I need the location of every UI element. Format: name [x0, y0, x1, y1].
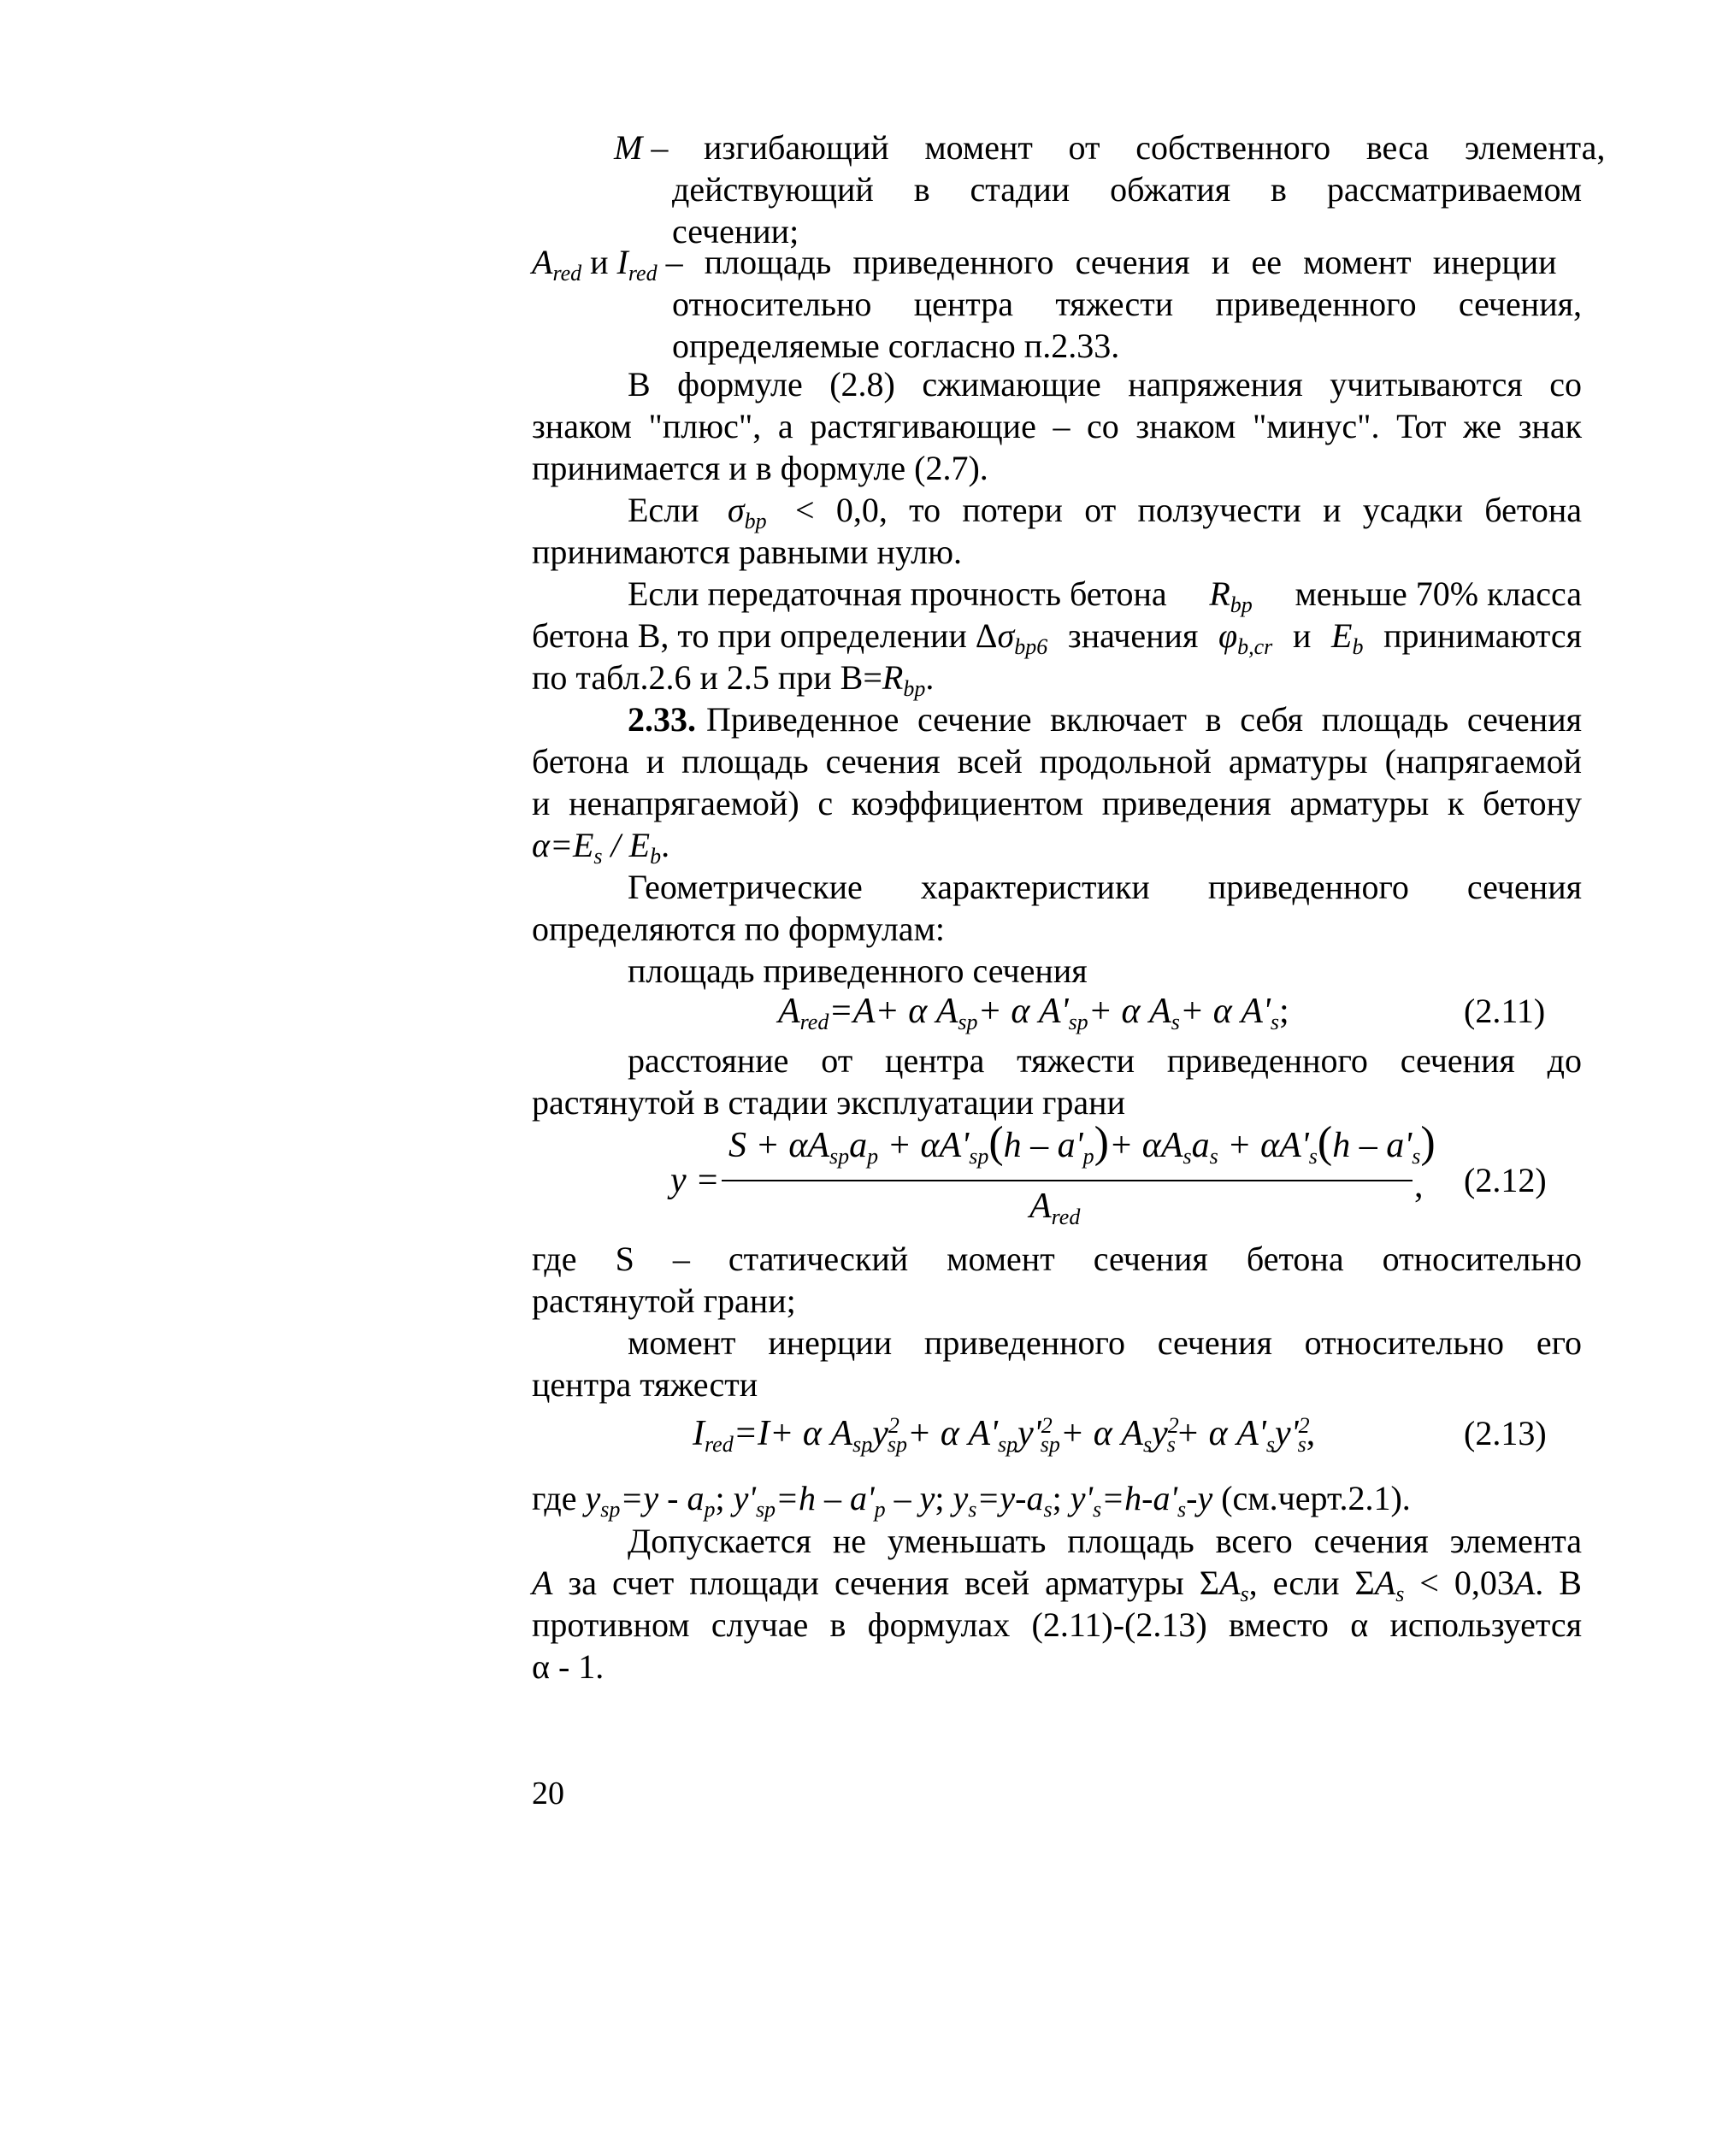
- equation-2-11-number: (2.11): [1464, 992, 1546, 1030]
- equation-2-13: $I_{red}=I+ \alpha$ $A_{sp}y^2_{sp}+ \alpha$ $A'_{sp}y'^2_{sp}+ \alpha$ $A_sy^2_s+ \alpha$ $A'_sy'^2_s$,: [693, 1413, 1316, 1457]
- def-m-line-2: действующий в стадии обжатия в рассматриваемом: [672, 170, 1582, 209]
- section-233-line-2: бетона и площадь сечения всей продольной арматуры (напрягаемой: [532, 742, 1582, 781]
- para-sign-line-1: В формуле (2.8) сжимающие напряжения учитываются со: [628, 365, 1582, 404]
- para-transfer-line-2: бетона В, то при определении $\Delta\sigma_{bp6}$ значения $\varphi_{b,cr}$ и $E_b$ принимаются: [532, 616, 1582, 659]
- geo-line-1: Геометрические характеристики приведенного сечения: [628, 868, 1582, 906]
- para-sigma-line-1: Если $\sigma_{bp}$ < 0,0, то потери от ползучести и усадки бетона: [628, 491, 1582, 533]
- def-m-line-3: сечении;: [672, 212, 799, 250]
- def-ared-line-2: относительно центра тяжести приведенного сечения,: [672, 285, 1582, 323]
- equation-2-12-number: (2.12): [1464, 1161, 1547, 1199]
- inertia-line-1: момент инерции приведенного сечения относительно его: [628, 1323, 1582, 1362]
- allow-line-4: α - 1.: [532, 1647, 605, 1686]
- equation-2-11: $A_{red}=A+ \alpha$ $A_{sp}+ \alpha$ $A'_{sp}+ \alpha$ $A_s+ \alpha$ $A'_s$;: [778, 992, 1289, 1034]
- geo-line-2: определяются по формулам:: [532, 910, 945, 948]
- dist-line-1: расстояние от центра тяжести приведенного сечения до: [628, 1041, 1582, 1080]
- section-233-number: 2.33.: [628, 700, 696, 739]
- dist-line-2: растянутой в стадии эксплуатации грани: [532, 1083, 1125, 1122]
- where-s-line-2: растянутой грани;: [532, 1281, 796, 1320]
- def-ared-line-1: $A_{red}$ и $I_{red}$ – площадь приведенного сечения и ее момент инерции: [532, 243, 1557, 286]
- equation-2-12-lhs: y =: [670, 1161, 720, 1200]
- inertia-line-2: центра тяжести: [532, 1365, 758, 1404]
- allow-line-1: Допускается не уменьшать площадь всего сечения элемента: [628, 1522, 1582, 1560]
- where-s-line-1: где S – статический момент сечения бетона относительно: [532, 1240, 1582, 1278]
- area-label: площадь приведенного сечения: [628, 951, 1088, 990]
- equation-2-12-fraction-bar: [722, 1180, 1413, 1181]
- equation-2-12-numerator: $S + \alpha A_{sp}a_p + \alpha A'_{sp}(h - a'_p)+ \alpha A_sa_s + \alpha A'_s(h - a'_s)$: [728, 1118, 1436, 1169]
- equation-2-12-denominator: $A_{red}$: [1029, 1187, 1081, 1229]
- def-ared-line-3: определяемые согласно п.2.33.: [672, 327, 1120, 365]
- equation-2-12-comma: ,: [1414, 1166, 1424, 1205]
- equation-2-13-number: (2.13): [1464, 1414, 1547, 1452]
- page-number: 20: [532, 1776, 564, 1811]
- allow-line-3: противном случае в формулах (2.11)-(2.13) вместо α используется: [532, 1605, 1582, 1644]
- section-233-line-3: и ненапрягаемой) с коэффициентом приведения арматуры к бетону: [532, 784, 1582, 822]
- section-233-line-4: $\alpha=E_s / E_b$.: [532, 826, 670, 869]
- para-sign-line-2: знаком "плюс", а растягивающие – со знаком "минус". Тот же знак: [532, 407, 1582, 445]
- para-sign-line-3: принимается и в формуле (2.7).: [532, 449, 988, 487]
- para-transfer-line-3: по табл.2.6 и 2.5 при $В=R_{bp}$.: [532, 658, 935, 701]
- para-sigma-line-2: принимаются равными нулю.: [532, 533, 963, 571]
- where-y-line: где $y_{sp}=y - a_p$; $y'_{sp}=h - a'_p - y$; $y_s=y-a_s$; $y'_s=h-a'_s-y$ (см.черт.2.1).: [532, 1479, 1411, 1522]
- section-233-line-1: 2.33. Приведенное сечение включает в себя площадь сечения: [628, 700, 1582, 739]
- allow-line-2: A за счет площади сечения всей арматуры $\Sigma A_s$, если $\Sigma A_s$ < 0,03A. В: [532, 1564, 1582, 1606]
- def-m-line-1: M – изгибающий момент от собственного веса элемента,: [614, 128, 1606, 167]
- para-transfer-line-1: Если передаточная прочность бетона $R_{bp}$ меньше 70% класса: [628, 574, 1582, 617]
